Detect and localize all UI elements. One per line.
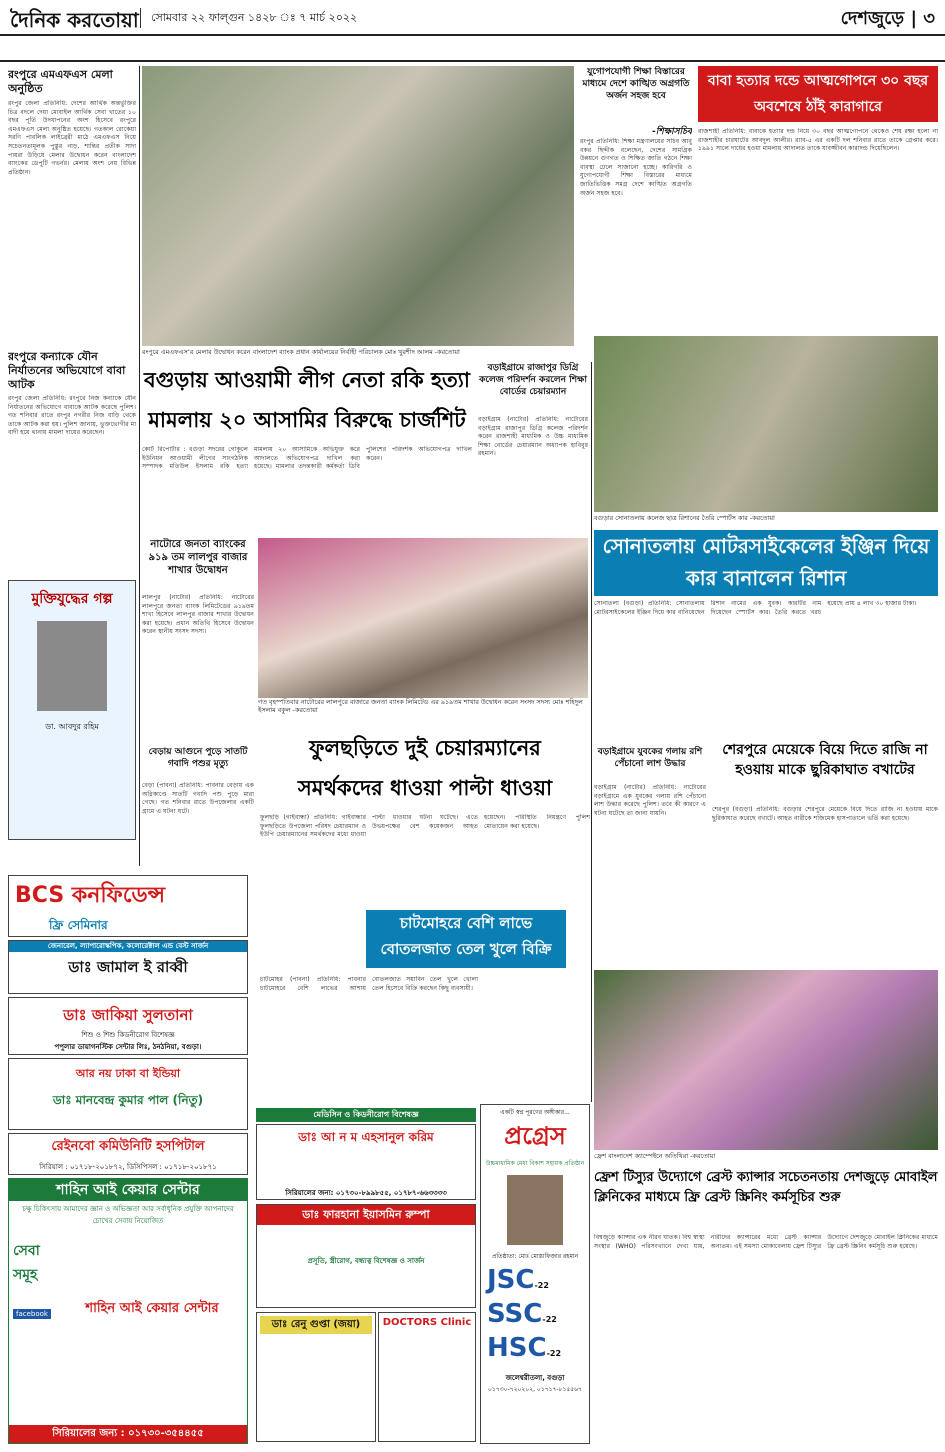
header-rule [0,34,945,36]
ad-doctor-farhana-name: ডাঃ ফারহানা ইয়াসমিন রুম্পা [257,1205,475,1225]
ad-ssc-label: SSC [487,1299,543,1329]
ad-eye-phone: সিরিয়ালের জন্য : ০১৭৩০-৩৫৪৪৫৫ [9,1425,247,1443]
ad-eye-sub: চক্ষু চিকিৎসায় আমাদের জ্ঞান ও অভিজ্ঞতা আর সর্বাধুনিক প্রযুক্তি আপনাদের চোখের সেবায় নিয়োজিত [22,1205,234,1225]
story-father-murder: রাজশাহী প্রতিনিধি: বাবাকে হত্যার দন্ড নিয়ে ৩০ বছর আত্মগোপনে থেকেও শেষ রক্ষা হলো না রাজশাহীর চারঘাটের আবদুল আলীর। র‍্যাব-৫ এর একটি দল শনিবার রাতে তাকে গ্রেপ্তার করে। ১৯৯১ সালে দায়ের হওয়া মামলায় আদালত তাকে যাবজ্জীবন কারাদন্ড দিয়েছিলেন। [698,128,938,153]
story-fresh-tissue: বিশ্বজুড়ে ক্যান্সার এক নীরব ঘাতক। বিশ্ব স্বাস্থ্য সংস্থার (WHO) পরিসংখ্যানে দেখা যায়, নারীদের ক্যান্সারের মধ্যে ব্রেস্ট ক্যান্সার অন্যতম। এই সমস্যা মোকাবেলায় ফ্রেশ টিস্যুর উদ্যোগে দেশজুড়ে মোবাইল ক্লিনিকের মাধ্যমে ফ্রি ব্রেস্ট স্ক্রিনিং কর্মসূচি শুরু হয়েছে। [594,1234,938,1250]
headline-father-murder: বাবা হত্যার দন্ডে আত্মগোপনে ৩০ বছর অবশেষে ঠাঁই কারাগারে [698,66,938,122]
section-name: দেশজুড়ে [840,8,905,29]
masthead [0,0,945,62]
story-education-secretary: রংপুর প্রতিনিধি: শিক্ষা মন্ত্রণালয়ের সচিব আবু বকর ছিদ্দীক বলেছেন, দেশের সামগ্রিক উন্নয়নে গুণগত ও শিক্ষিত জাতি গঠনে শিক্ষা ব্যবস্থা ঢেলে সাজানো হচ্ছে। কারিগরি ও যুগোপযোগী শিক্ষা বিস্তারের মাধ্যমে জাতিভিত্তিক সমগ্র দেশে কাঙ্খিত অগ্রগতি অর্জন সহজ হবে। [580,138,692,197]
ad-doctor-zakia [8,997,248,1055]
ad-doctor-manabendra [8,1058,248,1130]
ad-rainbow-phone: সিরিয়াল : ০১৭১৮-২০১৮৭২, ডিসিপিসল : ০১৭১৮-২০১৮৭১ [39,1163,217,1171]
ad-muktijuddha [8,580,136,840]
ad-doctor-ehsanul [256,1124,476,1200]
story-chatmohar-oil: চাটমোহর (পাবনা) প্রতিনিধি: পাবনার চাটমোহরে বেশি লাভের আশায় বোতলজাত সয়াবিন তেল খুলে খোলা তেল হিসেবে বিক্রি করছেন কিছু ব্যবসায়ী। [260,976,478,992]
date-line: সোমবার ২২ ফাল্গুন ১৪২৮ ঃ ৭ মার্চ ২০২২ [140,8,460,28]
photo-mfs-fair [142,66,574,346]
ad-progress-address: জলেশ্বরীতলা, বগুড়া [505,1374,565,1382]
story-bera-fire: বেড়া (পাবনা) প্রতিনিধি: পাবনার বেড়ায় এক অগ্নিকাণ্ডে সাতটি গবাদি পশু পুড়ে মারা গেছে। গত শনিবার রাতে উপজেলার একটি গ্রামে এ ঘটনা ঘটে। [142,782,254,815]
byline-education-secretary: -শিক্ষাসচিব [652,127,692,136]
ad-jsc-year: -22 [534,1281,549,1290]
ad-progress-tagline: একটি স্বপ্ন পূরণের অঙ্গীকার... [500,1109,570,1116]
story-rajapur-college: বড়াইগ্রাম (নাটোর) প্রতিনিধি: নাটোরের বড়াইগ্রাম রাজাপুর ডিগ্রি কলেজ পরিদর্শন করেন রাজশাহী মাধ্যমিক ও উচ্চ মাধ্যমিক শিক্ষা বোর্ডের চেয়ারম্যান অধ্যাপক হাবিবুর রহমান। [478,416,588,458]
ad-muktijuddha-name: ডা. আবদুর রহিম [45,722,99,731]
founder-photo [507,1175,563,1245]
headline-rangpur-arrest: রংপুরে কন্যাকে যৌন নির্যাতনের অভিযোগে বাবা আটক [8,350,126,391]
ad-progress-sub: উচ্চমাধ্যমিক মেধা বিকাশ সহায়ক প্রতিষ্ঠান [485,1160,585,1167]
page-number: ৩ [923,8,935,29]
facebook-icon: facebook [13,1309,51,1319]
caption-sports-car: বগুড়ার সোনাতলায় কলেজ ছাত্র রিশানের তৈরি স্পোর্টস কার -করতোয়া [594,514,775,522]
ad-doctors-clinic-title: DOCTORS Clinic [382,1317,472,1328]
headline-fulchhari-line2: সমর্থকদের ধাওয়া পাল্টা ধাওয়া [297,776,553,800]
ad-jsc [481,1266,589,1300]
ad-progress-founder: প্রতিষ্ঠাতা: মোঃ মোস্তাফিজার রহমান [491,1253,579,1260]
ad-india: আর নয় ঢাকা বা ইন্ডিয়া [75,1067,181,1080]
ad-hsc-label: HSC [487,1333,547,1363]
ad-doctor-renu [256,1312,376,1442]
caption-mfs-fair: রংপুরে এমএফএস’র মেলার উদ্বোধন করেন বাংলাদেশ ব্যাংক প্রধান কার্যালয়ের নির্বাহী পরিচালক মোঃ খুরশীদ আলম -করতোয়া [142,348,460,356]
headline-rajapur-college: বড়াইগ্রামে রাজাপুর ডিগ্রি কলেজ পরিদর্শন করলেন শিক্ষা বোর্ডের চেয়ারম্যান [479,363,587,397]
ad-eye-bottom-title: শাহিন আই কেয়ার সেন্টার [85,1301,219,1316]
headline-janata-bank: নাটোরে জনতা ব্যাংকের ৯১৯ তম লালপুর বাজার শাখার উদ্বোধন [148,539,248,576]
ad-doctor-zakia-name: ডাঃ জাকিয়া সুলতানা [63,1006,193,1024]
headline-sherpur-stabbing: শেরপুরে মেয়েকে বিয়ে দিতে রাজি না হওয়ায় মাকে ছুরিকাঘাত বখাটের [722,742,928,778]
page-section-label: দেশজুড়ে | ৩ [840,8,935,29]
photo-fresh-campaign [594,970,938,1150]
column-rule [591,362,592,1102]
caption-fresh-campaign: ফ্রেশ বাংলাদেশ ক্যাম্পেইনে অতিথিরা -করতোয়া [594,1152,716,1160]
photo-janata-bank [258,538,588,698]
story-janata-bank: লালপুর (নাটোর) প্রতিনিধি: নাটোরের লালপুরে জনতা ব্যাংক লিমিটেডের ৯১৯তম শাখা হিসেবে লালপুর বাজার শাখার উদ্বোধন করা হয়েছে। প্রধান অতিথি হিসেবে উদ্বোধন করেন স্থানীয় সংসদ সদস্য। [142,594,254,636]
ad-eye-title: শাহিন আই কেয়ার সেন্টার [9,1179,247,1201]
ad-rainbow-title: রেইনবো কমিউনিটি হসপিটাল [51,1139,205,1154]
ad-ssc-year: -22 [542,1315,557,1324]
ad-rainbow-hospital [8,1133,248,1175]
headline-education-secretary: যুগোপযোগী শিক্ষা বিস্তারের মাধ্যমে দেশে কাঙ্খিত অগ্রগতি অর্জন সহজ হবে [582,67,690,101]
story-rangpur-arrest: রংপুর জেলা প্রতিনিধি: রংপুরে নিজ কন্যাকে যৌন নির্যাতনের অভিযোগে বাবাকে আটক করেছে পুলিশ। গত শনিবার রাতে রংপুর নগরীর নিজ বাড়ি থেকে তাকে আটক করা হয়। পুলিশ জানায়, ভুক্তভোগীর মা বাদী হয়ে থানায় মামলা দায়ের করেছেন। [8,395,136,437]
lead-headline-line1: বগুড়ায় আওয়ামী লীগ নেতা রকি হত্যা [144,368,470,392]
newspaper-logo: দৈনিক করতোয়া [10,8,139,30]
ad-doctor-zakia-sub: শিশু ও শিশু কিডনীরোগ বিশেষজ্ঞ [81,1031,175,1039]
ad-hsc [481,1334,589,1368]
ad-doctor-manabendra-name: ডাঃ মানবেন্দ্র কুমার পাল (নিতু) [52,1093,204,1107]
ad-doctor-jamal-name: ডাঃ জামাল ই রাব্বী [68,958,188,976]
ad-bcs-title: BCS কনফিডেন্স [15,883,166,908]
lead-headline-line2: মামলায় ২০ আসামির বিরুদ্ধে চার্জশিট [148,408,466,432]
story-sherpur-stabbing: শেরপুর (বগুড়া) প্রতিনিধি: বগুড়ার শেরপুরে মেয়েকে বিয়ে দিতে রাজি না হওয়ায় মাকে ছুরিকাঘাত করেছে বখাটে। আহত নারীকে শজিমেক হাসপাতালে ভর্তি করা হয়েছে। [712,806,938,822]
column-rule [139,66,140,866]
ad-progress-phone: ০১৭৩০-৭২০২০২, ০১৭১৭-৮১৫৫৬৭ [488,1386,582,1393]
ad-jsc-label: JSC [487,1265,535,1295]
lead-story: কোর্ট রিপোর্টার : বগুড়া সদরের গোকুলে ইউনিয়ন আওয়ামী লীগের সাংগঠনিক সম্পাদক মতিউল ইসলাম রকি হত্যা মামলায় ২০ আসামিকে অভিযুক্ত করে আদালতে অভিযোগপত্র দাখিল করা হয়েছে। মামলার তদন্তকারী কর্মকর্তা ডিবি পুলিশের পরিদর্শক অভিযোগপত্র দাখিল করেন। [142,446,472,471]
ad-doctor-farhana-sub: প্রসূতি, স্ত্রীরোগ, বন্ধ্যত্ব বিশেষজ্ঞ ও সার্জন [307,1257,425,1265]
ad-ssc [481,1300,589,1334]
ad-progress-coaching [480,1104,590,1444]
headline-bera-fire: বেড়ায় আগুনে পুড়ে সাতটি গবাদি পশুর মৃত্যু [148,747,248,769]
author-photo [37,621,107,711]
story-sports-car: সোনাতলা (বগুড়া) প্রতিনিধি: সোনাতলায় মোটরসাইকেলের ইঞ্জিন দিয়ে কার বানিয়েছেন রিশান নামের এক যুবক। কারটির নাম দিয়েছেন স্পোর্টস কার। তৈরি করতে খরচ হয়েছে প্রায় ৪ লাখ ৩০ হাজার টাকা। [594,600,917,616]
ad-doctor-renu-name: ডাঃ রেনু গুপ্তা (জয়া) [260,1316,372,1334]
ad-progress-title: প্রগ্রেস [504,1122,566,1150]
ad-shahin-eye-care [8,1178,248,1444]
ad-hsc-year: -22 [546,1349,562,1358]
ad-bcs-sub: ফ্রি সেমিনার [49,918,108,932]
headline-chatmohar-oil: চাটমোহরে বেশি লাভে বোতলজাত তেল খুলে বিক্রি [366,910,566,968]
ad-doctor-farhana [256,1204,476,1308]
story-rope-body: বড়াইগ্রাম (নাটোর) প্রতিনিধি: নাটোরের বড়াইগ্রামে এক যুবকের গলায় রশি পেঁচানো লাশ উদ্ধার করেছে পুলিশ। তবে কী কারণে এ ঘটনা ঘটেছে তা জানা যায়নি। [594,784,706,817]
ad-doctor-jamal-sub: জেনারেল, ল্যাপারোস্কপিক, কলোরেক্টাল এন্ড বেস্ট সার্জন [9,941,247,952]
ad-doctors-clinic [378,1312,476,1442]
photo-sports-car [594,336,938,512]
headline-fresh-tissue: ফ্রেশ টিস্যুর উদ্যোগে ব্রেস্ট ক্যান্সার সচেতনতায় দেশজুড়ে মোবাইল ক্লিনিকের মাধ্যমে ফ্রি ব্রেস্ট স্ক্রিনিং কর্মসূচির শুরু [594,1170,938,1205]
caption-janata-bank: গত বৃহস্পতিবার নাটোরের লালপুরে বাজারে জনতা ব্যাংক লিমিটেড এর ৯১৯তম শাখার উদ্বোধন করেন সংসদ সদস্য মোঃ শহিদুল ইসলাম বকুল -করতোয়া [258,698,583,714]
story-mfs-fair: রংপুর জেলা প্রতিনিধি: দেশের আর্থিক অন্তর্ভুক্তির চিত্র বদলে দেয়া মোবাইল আর্থিক সেবা খাতের ১০ বছর পূর্তি উদযাপনের অংশ হিসেবে রংপুরে এমএফএস মেলা অনুষ্ঠিত হয়েছে। গতকাল রোকেয়া সরণি পাবলিক লাইব্রেরী মাঠে এমএফএস নিয়ে সচেতনতামূলক পুস্তুর নাড়, শান্তির প্রতীক সাদা পায়রা উড়িয়ে মেলার উদ্বোধন করেন বাংলাদেশ ব্যাংকের ডেপুটি গভর্নর। মেলায় অংশ নেয় বিভিন্ন প্রতিষ্ঠান। [8,100,136,176]
headline-sports-car: সোনাতলায় মোটরসাইকেলের ইঞ্জিন দিয়ে কার বানালেন রিশান [594,530,938,596]
ad-medicine-head: মেডিসিন ও কিডনীরোগ বিশেষজ্ঞ [256,1108,476,1122]
ad-doctor-ehsanul-phone: সিরিয়ালের জন্য: ০১৭৩০-৮৯৯৮৫৫, ০১৭৮৭-৬৬৩৩৩৩ [285,1189,447,1197]
ad-doctor-ehsanul-name: ডাঃ আ ন ম এহসানুল করিম [298,1130,434,1144]
ad-muktijuddha-title: মুক্তিযুদ্ধের গল্প [31,591,113,607]
story-fulchhari: ফুলছড়ি (গাইবান্ধা) প্রতিনিধি: গাইবান্ধার ফুলছড়িতে উপজেলা পরিষদ চেয়ারম্যান ও ইউপি চেয়ারম্যানের সমর্থকদের মধ্যে ধাওয়া পাল্টা ধাওয়ার ঘটনা ঘটেছে। এতে উভয়পক্ষের বেশ কয়েকজন আহত হয়েছেন। পরিস্থিতি নিয়ন্ত্রণে পুলিশ মোতায়েন করা হয়েছে। [260,814,590,839]
headline-rope-body: বড়াইগ্রামে যুবকের গলায় রশি পেঁচানো লাশ উদ্ধার [597,747,703,769]
headline-mfs-fair: রংপুরে এমএফএস মেলা অনুষ্ঠিত [8,68,113,95]
ad-eye-sheba: সেবা সমূহ [13,1243,40,1283]
ad-popular: পপুলার ডায়াগনস্টিক সেন্টার লিঃ, ঠনঠনিয়া, বগুড়া। [54,1043,202,1051]
headline-fulchhari-line1: ফুলছড়িতে দুই চেয়ারম্যানের [309,736,541,760]
